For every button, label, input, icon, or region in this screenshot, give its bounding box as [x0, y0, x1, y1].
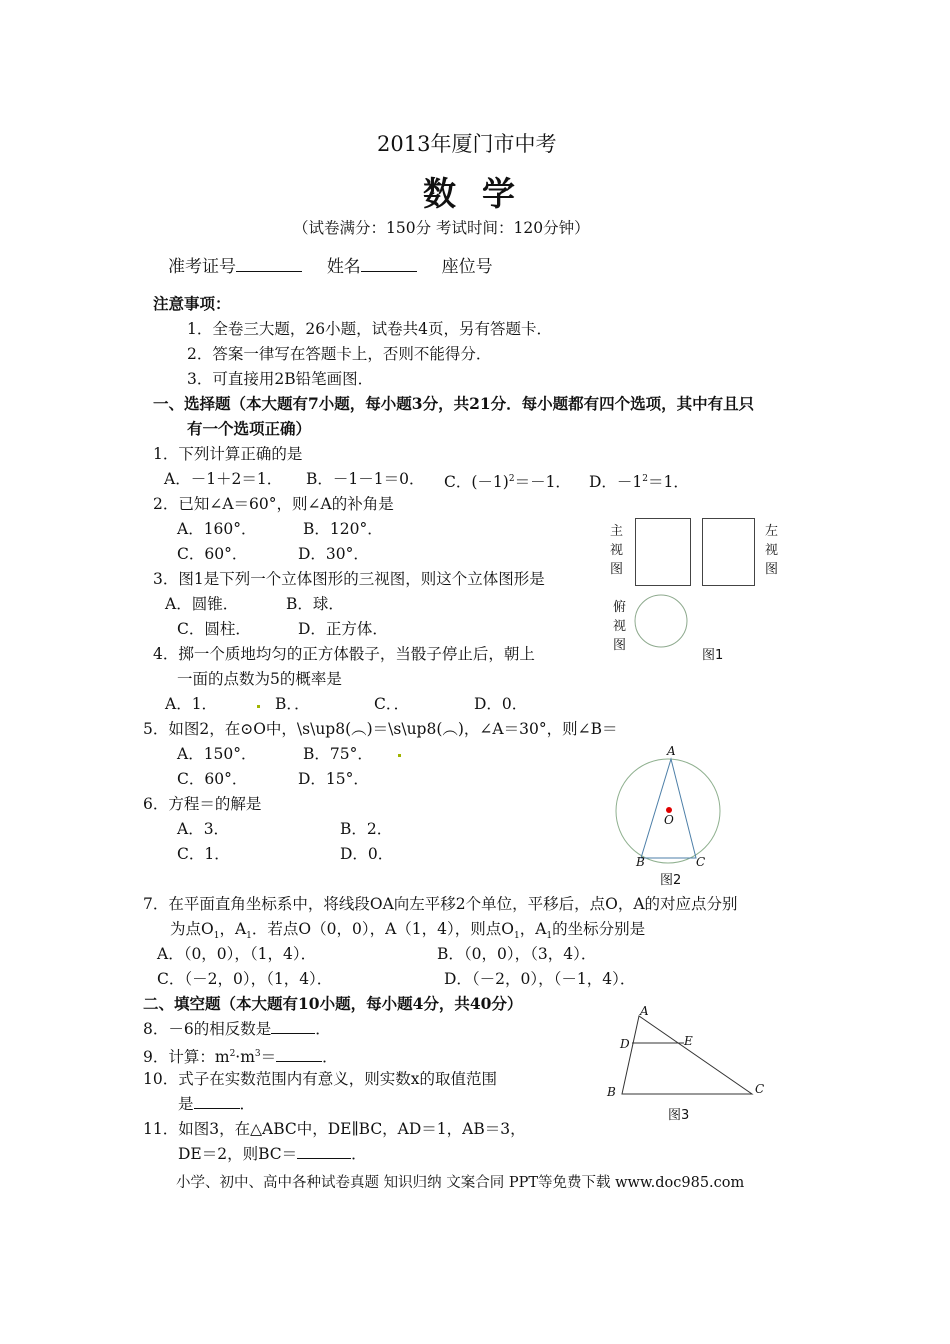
point-b-label: B [636, 855, 645, 869]
point-a-label: A [667, 744, 676, 758]
q2-option-a: A．160°． [177, 520, 257, 538]
point-c-label: C [696, 855, 706, 869]
section1-title: 一、选择题（本大题有7小题，每小题3分，共21分．每小题都有四个选项，其中有且只 [153, 394, 755, 413]
name-label: 姓名 [326, 257, 361, 277]
seat-label: 座位号 [441, 257, 493, 277]
q4-option-b: B．． [275, 695, 310, 713]
q4-option-c: C．． [374, 695, 410, 713]
q2-option-c: C．60°． [177, 545, 248, 563]
front-view-rect [635, 518, 691, 586]
point-d-label: D [620, 1037, 630, 1051]
q5-option-c: C．60°． [177, 770, 248, 788]
stray-mark [398, 754, 401, 757]
point-b-label: B [607, 1085, 616, 1099]
q4-option-a: A．1． [165, 695, 218, 713]
front-view-label: 主视图 [610, 524, 624, 577]
q5-option-d: D．15°． [298, 770, 369, 788]
exam-title: 2013年厦门市中考 [377, 132, 557, 156]
q7-option-a: A．（0，0），（1，4）． [157, 945, 317, 963]
q6-option-a: A．3． [177, 820, 230, 838]
q11: 11．如图3，在△ABC中，DE∥BC，AD＝1，AB＝3， [143, 1120, 526, 1138]
q1-option-c: C．$(-1)^2=-1$． [444, 473, 571, 492]
q9: 9．计算：$m^2\cdot m^3=$ ． [143, 1048, 338, 1067]
notice-item: 2．答案一律写在答题卡上，否则不能得分． [187, 345, 492, 363]
q3-option-c: C．圆柱． [177, 620, 251, 638]
top-view-circle [632, 594, 690, 652]
q5-option-a: A．150°． [177, 745, 257, 763]
ticket-number-label: 准考证号 [168, 257, 236, 277]
figure-3-drawing [616, 1010, 756, 1098]
q4-stem: 4．掷一个质地均匀的正方体骰子，当骰子停止后，朝上 [153, 645, 535, 663]
q5-stem: 5．如图2，在⊙O中，\s\up8(︵)＝\s\up8(︵)，∠A＝30°，则∠B＝ [143, 720, 618, 738]
q1-stem: 1．下列计算正确的是 [153, 445, 303, 463]
q6-option-b: B．2． [340, 820, 393, 838]
q2-option-d: D．30°． [298, 545, 369, 563]
figure-2-caption: 图2 [660, 873, 682, 888]
point-o-label: O [664, 813, 674, 827]
candidate-info-row [168, 256, 493, 278]
exam-info: （试卷满分：150分 考试时间：120分钟） [293, 219, 590, 237]
q11-cont: DE＝2，则BC＝ ． [178, 1145, 367, 1163]
figure-1-caption: 图1 [702, 648, 724, 663]
notice-item: 1．全卷三大题，26小题，试卷共4页，另有答题卡． [187, 320, 552, 338]
footer-text: 小学、初中、高中各种试卷真题 知识归纳 文案合同 PPT等免费下载 www.doc985.com [176, 1175, 745, 1191]
q4-stem-cont: 一面的点数为5的概率是 [177, 670, 342, 688]
ticket-number-blank [236, 257, 302, 272]
q4-option-d: D．0． [474, 695, 528, 713]
q1-option-d: D．$-1^2=1$． [589, 473, 689, 492]
q3-option-b: B．球． [286, 595, 344, 613]
subject-title: 数 学 [423, 174, 516, 213]
q2-stem: 2．已知∠A＝60°，则∠A的补角是 [153, 495, 394, 513]
q7-stem-cont: 为点$O_1$，$A_1$．若点O（0，0），A（1，4），则点$O_1$，$A_1$的坐标分别是 [170, 920, 646, 942]
side-view-label: 左视图 [765, 524, 779, 577]
q5-option-b: B．75°． [303, 745, 373, 763]
q3-option-d: D．正方体． [298, 620, 388, 638]
q1-option-a: A．－1＋2＝1． [164, 470, 283, 488]
point-e-label: E [684, 1034, 693, 1048]
q3-option-a: A．圆锥． [165, 595, 239, 613]
q1-option-b: B．－1－1＝0． [306, 470, 425, 488]
name-blank [361, 257, 417, 272]
q6-option-c: C．1． [177, 845, 230, 863]
figure-3-caption: 图3 [668, 1108, 690, 1123]
q10-cont: 是 ． [178, 1095, 256, 1113]
q7-option-d: D．（－2，0），（－1，4）． [444, 970, 636, 988]
q10: 10．式子在实数范围内有意义，则实数x的取值范围 [143, 1070, 497, 1088]
point-a-label: A [640, 1004, 649, 1018]
q6-stem: 6．方程＝的解是 [143, 795, 262, 813]
top-view-label: 俯视图 [613, 600, 627, 653]
notice-item: 3．可直接用2B铅笔画图． [187, 370, 374, 388]
section2-title: 二、填空题（本大题有10小题，每小题4分，共40分） [143, 994, 523, 1013]
q3-stem: 3．图1是下列一个立体图形的三视图，则这个立体图形是 [153, 570, 545, 588]
q2-option-b: B．120°． [303, 520, 383, 538]
point-c-label: C [755, 1082, 765, 1096]
q7-option-b: B．（0，0），（3，4）． [437, 945, 597, 963]
q7-option-c: C．（－2，0），（1，4）． [157, 970, 333, 988]
q7-stem: 7．在平面直角坐标系中，将线段OA向左平移2个单位，平移后，点O，A的对应点分别 [143, 895, 738, 913]
section1-title-cont: 有一个选项正确） [187, 419, 312, 438]
q6-option-d: D．0． [340, 845, 394, 863]
q8: 8．－6的相反数是 ． [143, 1020, 331, 1038]
side-view-rect [702, 518, 755, 586]
stray-mark [257, 705, 260, 708]
notice-title: 注意事项： [153, 294, 231, 313]
